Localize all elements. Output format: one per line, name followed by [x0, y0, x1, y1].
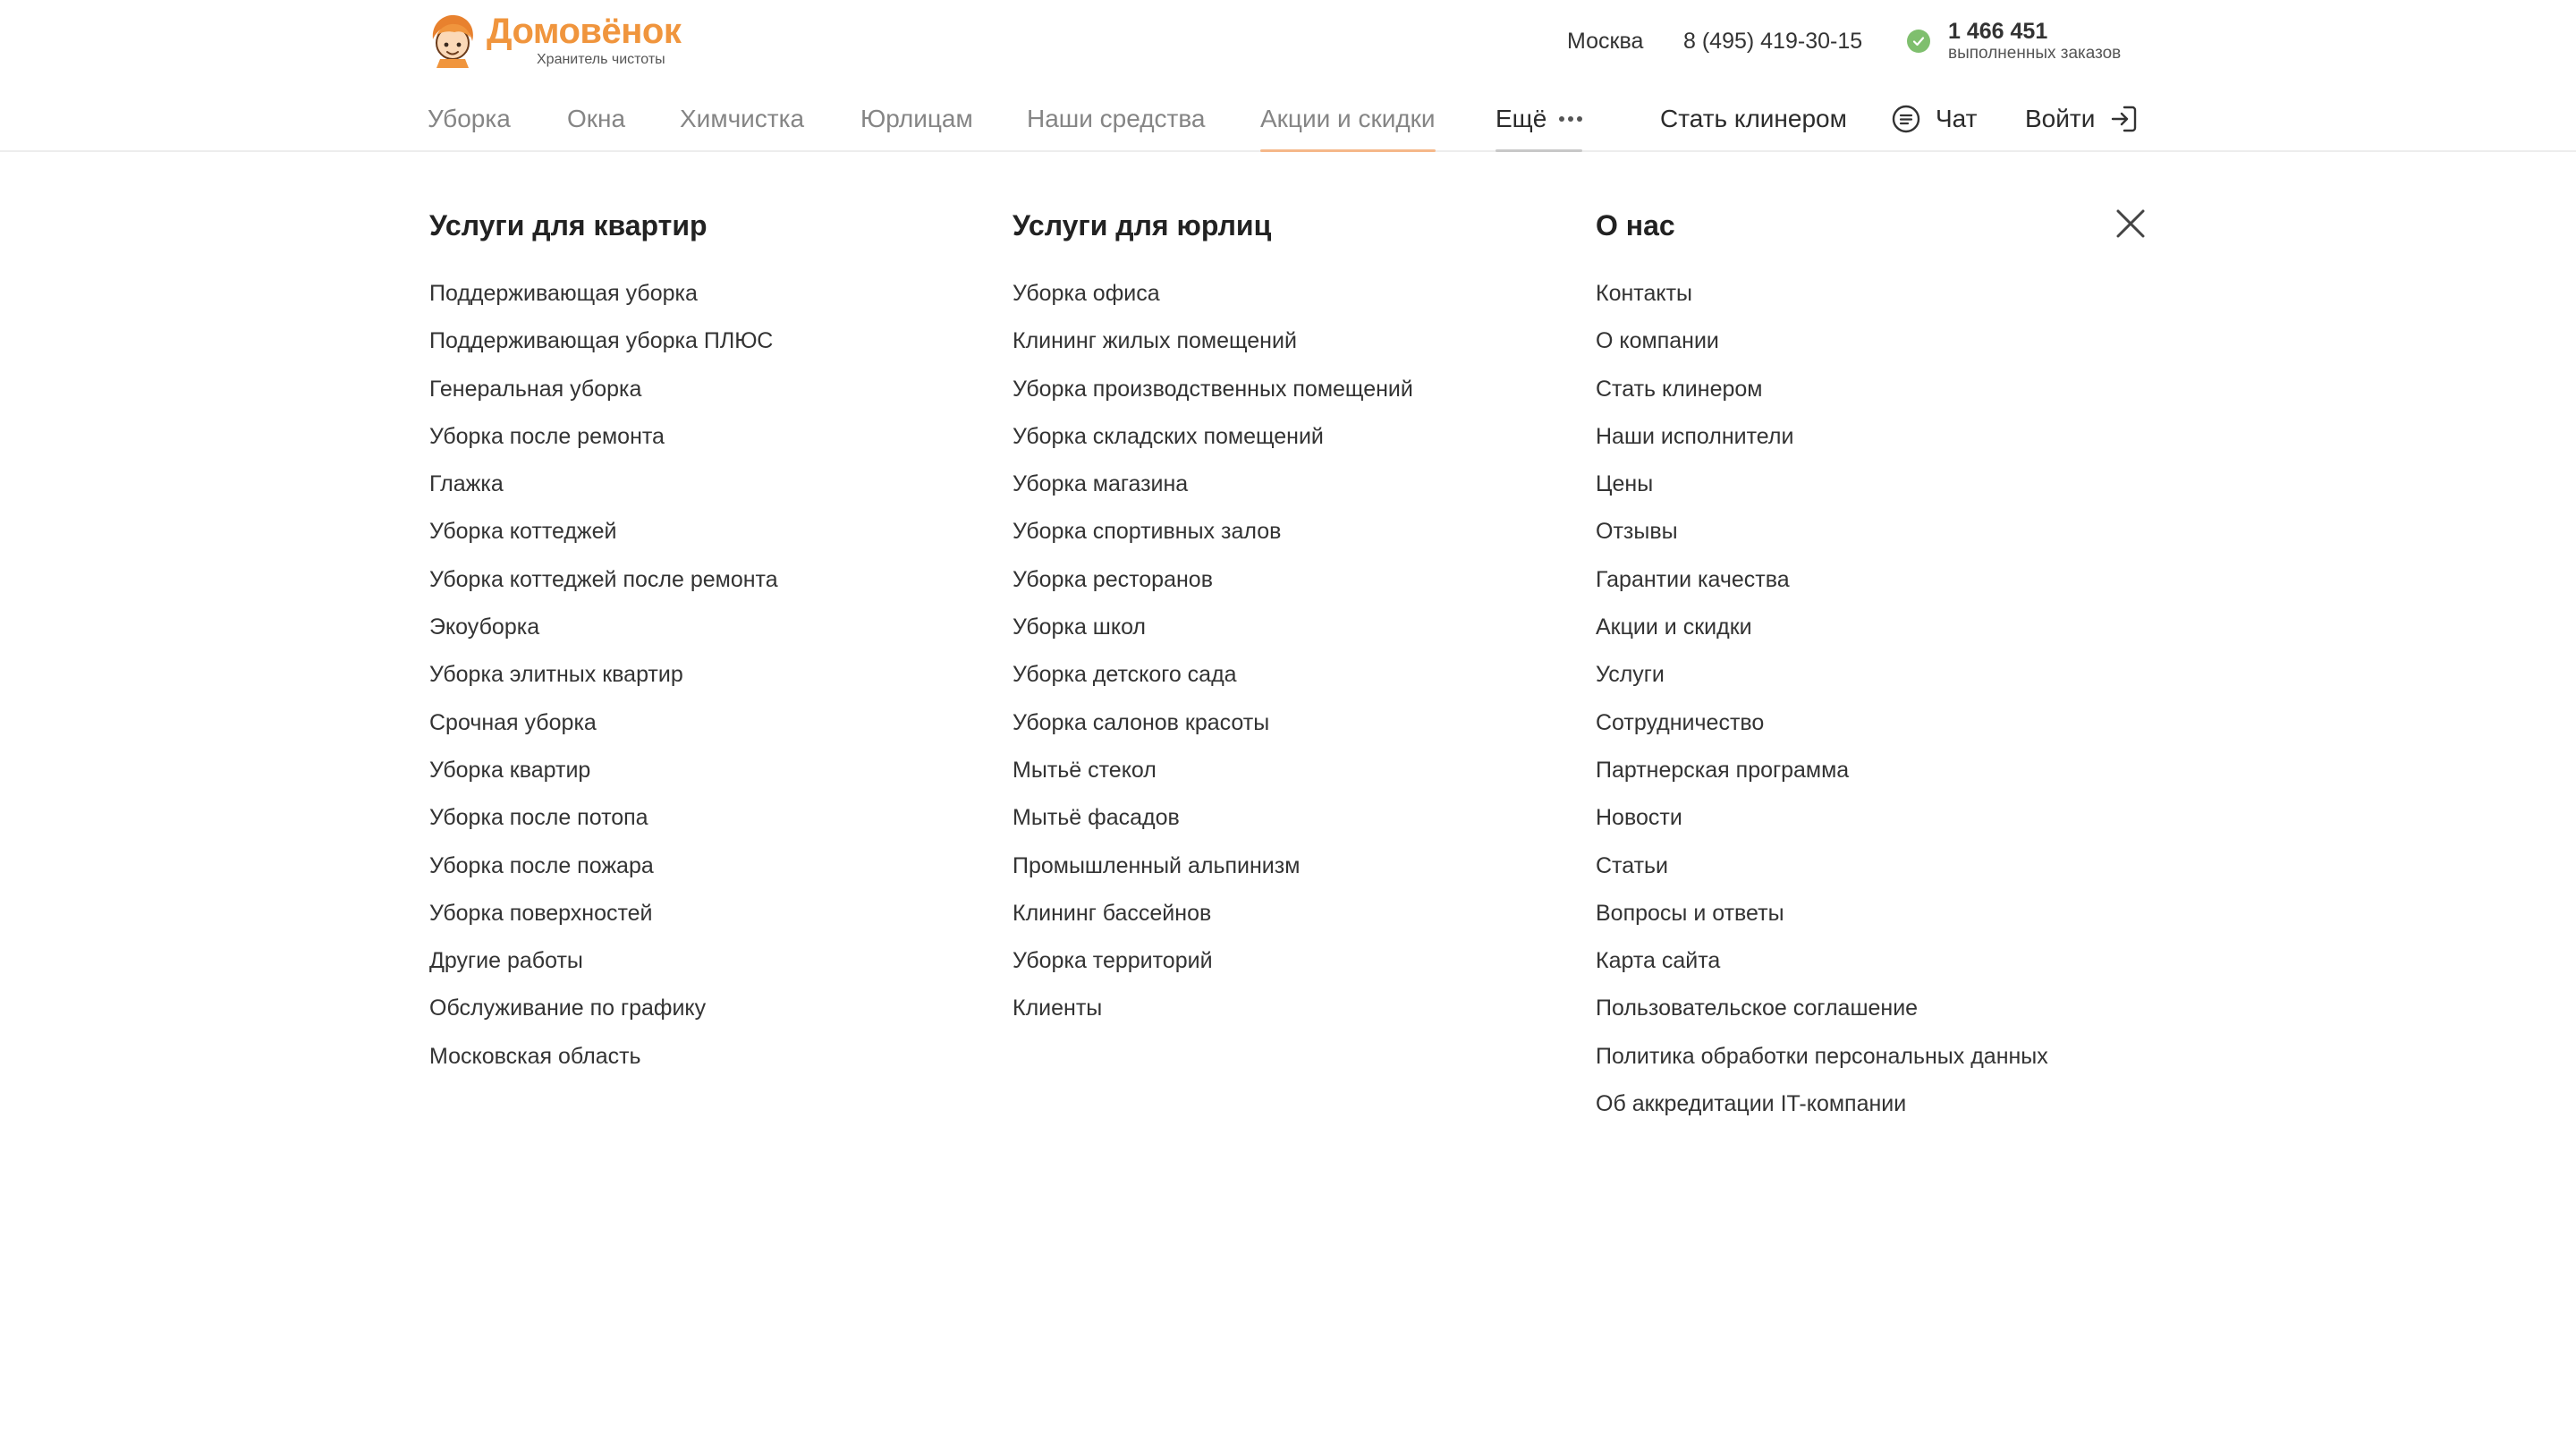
- menu-link[interactable]: Уборка квартир: [429, 757, 591, 783]
- menu-list-item: [1596, 890, 2048, 937]
- menu-list-item: [429, 1033, 778, 1080]
- login-label: Войти: [2025, 105, 2096, 132]
- column-title: Услуги для юрлиц: [1013, 209, 1272, 242]
- chat-button[interactable]: [1891, 86, 1977, 152]
- chat-icon: [1891, 104, 1921, 134]
- menu-link[interactable]: Карта сайта: [1596, 948, 1721, 974]
- nav-item-legal-entities[interactable]: [860, 86, 973, 152]
- active-underline: [1260, 149, 1436, 152]
- menu-link[interactable]: Обслуживание по графику: [429, 996, 707, 1021]
- menu-list-item: [429, 985, 778, 1032]
- menu-link[interactable]: Гарантии качества: [1596, 566, 1790, 592]
- menu-link[interactable]: Уборка коттеджей после ремонта: [429, 566, 778, 592]
- menu-list-item: [429, 937, 778, 985]
- menu-list-item: [429, 604, 778, 651]
- nav-item-label: Уборка: [428, 105, 511, 132]
- menu-link[interactable]: Поддерживающая уборка ПЛЮС: [429, 328, 774, 354]
- menu-list-item: [429, 270, 778, 318]
- menu-list-item: [1596, 699, 2048, 747]
- menu-link[interactable]: Стать клинером: [1596, 376, 1763, 402]
- menu-list-item: [1596, 985, 2048, 1032]
- login-button[interactable]: [2025, 86, 2140, 152]
- column-list: [1596, 270, 2048, 1128]
- menu-link[interactable]: Статьи: [1596, 852, 1669, 878]
- orders-count: 1 466 451: [1948, 18, 2048, 44]
- menu-list-item: [429, 366, 778, 413]
- menu-link[interactable]: Генеральная уборка: [429, 376, 642, 402]
- menu-list-item: [1013, 556, 1413, 604]
- menu-link[interactable]: Уборка ресторанов: [1013, 566, 1213, 592]
- menu-list-item: [1013, 366, 1413, 413]
- menu-list-item: [429, 413, 778, 461]
- menu-list-item: [1013, 794, 1413, 842]
- menu-link[interactable]: Наши исполнители: [1596, 423, 1794, 449]
- menu-link[interactable]: Отзывы: [1596, 519, 1678, 545]
- menu-list-item: [1596, 937, 2048, 985]
- menu-list-item: [1013, 604, 1413, 651]
- menu-link[interactable]: Клиенты: [1013, 996, 1103, 1021]
- column-list: [429, 270, 778, 1080]
- menu-link[interactable]: Уборка поверхностей: [429, 900, 653, 926]
- nav-item-more[interactable]: [1496, 86, 1582, 152]
- column-title: Услуги для квартир: [429, 209, 708, 242]
- menu-list-item: [1013, 651, 1413, 699]
- menu-link[interactable]: Мытьё стекол: [1013, 757, 1157, 783]
- menu-list-item: [1596, 651, 2048, 699]
- menu-list-item: [1013, 270, 1413, 318]
- menu-list-item: [1013, 937, 1413, 985]
- login-icon: [2109, 104, 2140, 134]
- menu-link[interactable]: Мытьё фасадов: [1013, 805, 1180, 831]
- check-icon: [1907, 30, 1930, 53]
- nav-item-label: Юрлицам: [860, 105, 973, 132]
- nav-item-label: Ещё: [1496, 105, 1547, 132]
- menu-link[interactable]: Уборка салонов красоты: [1013, 709, 1270, 735]
- menu-link[interactable]: Сотрудничество: [1596, 709, 1765, 735]
- nav-item-label: Химчистка: [680, 105, 805, 132]
- menu-list-item: [429, 461, 778, 508]
- menu-list-item: [429, 747, 778, 794]
- menu-link[interactable]: Вопросы и ответы: [1596, 900, 1784, 926]
- menu-column-apartments: [429, 206, 778, 1080]
- menu-list-item: [1596, 1080, 2048, 1128]
- menu-link[interactable]: О компании: [1596, 328, 1719, 354]
- become-cleaner-link[interactable]: [1660, 86, 1847, 152]
- menu-list-item: [1596, 461, 2048, 508]
- menu-link[interactable]: Уборка после ремонта: [429, 423, 665, 449]
- menu-list-item: [429, 794, 778, 842]
- menu-list-item: [429, 890, 778, 937]
- menu-list-item: [1596, 366, 2048, 413]
- menu-link[interactable]: Об аккредитации IT-компании: [1596, 1091, 1907, 1117]
- menu-list-item: [1596, 508, 2048, 555]
- menu-link[interactable]: Уборка детского сада: [1013, 662, 1237, 688]
- menu-link[interactable]: Новости: [1596, 805, 1682, 831]
- nav-item-label: Наши средства: [1027, 105, 1206, 132]
- menu-link[interactable]: Уборка магазина: [1013, 471, 1189, 497]
- nav-item-promotions[interactable]: [1260, 86, 1436, 152]
- more-dropdown-menu: [0, 154, 2576, 1449]
- menu-list-item: [1596, 556, 2048, 604]
- menu-link[interactable]: Уборка коттеджей: [429, 519, 617, 545]
- menu-link[interactable]: Политика обработки персональных данных: [1596, 1043, 2048, 1069]
- nav-item-our-products[interactable]: [1027, 86, 1206, 152]
- logo-tagline: Хранитель чистоты: [537, 52, 665, 67]
- menu-list-item: [1596, 270, 2048, 318]
- menu-list-item: [1596, 604, 2048, 651]
- menu-list-item: [1013, 747, 1413, 794]
- menu-link[interactable]: Цены: [1596, 471, 1654, 497]
- menu-list-item: [1013, 843, 1413, 890]
- menu-link[interactable]: Другие работы: [429, 948, 583, 974]
- menu-list-item: [429, 508, 778, 555]
- menu-link[interactable]: Контакты: [1596, 281, 1692, 306]
- menu-list-item: [429, 843, 778, 890]
- menu-list-item: [1013, 699, 1413, 747]
- menu-list-item: [1596, 747, 2048, 794]
- menu-link[interactable]: Уборка элитных квартир: [429, 662, 683, 688]
- column-title: О нас: [1596, 209, 1675, 242]
- menu-list-item: [1013, 413, 1413, 461]
- menu-list-item: [1013, 461, 1413, 508]
- menu-list-item: [1013, 985, 1413, 1032]
- menu-list-item: [1596, 1033, 2048, 1080]
- more-dots-icon: [1559, 116, 1582, 122]
- chat-label: Чат: [1936, 105, 1978, 132]
- city-selector[interactable]: Москва: [1567, 28, 1644, 54]
- menu-link[interactable]: Услуги: [1596, 662, 1665, 688]
- menu-link[interactable]: Глажка: [429, 471, 504, 497]
- menu-link[interactable]: Пользовательское соглашение: [1596, 996, 1919, 1021]
- menu-link[interactable]: Уборка производственных помещений: [1013, 376, 1413, 402]
- menu-list-item: [1596, 318, 2048, 365]
- nav-item-label: Окна: [567, 105, 626, 132]
- nav-item-dry-cleaning[interactable]: [680, 86, 804, 152]
- menu-link[interactable]: Срочная уборка: [429, 709, 597, 735]
- orders-label: выполненных заказов: [1948, 44, 2122, 64]
- menu-link[interactable]: Уборка школ: [1013, 614, 1147, 640]
- menu-link[interactable]: Клининг бассейнов: [1013, 900, 1212, 926]
- orders-counter: [1907, 0, 2121, 82]
- open-underline: [1496, 149, 1582, 152]
- column-list: [1013, 270, 1413, 1033]
- site-header: [0, 0, 2576, 152]
- become-cleaner-label: Стать клинером: [1660, 105, 1847, 132]
- menu-link[interactable]: Уборка офиса: [1013, 281, 1160, 306]
- menu-link[interactable]: Партнерская программа: [1596, 757, 1850, 783]
- menu-link[interactable]: Уборка складских помещений: [1013, 423, 1324, 449]
- nav-item-cleaning[interactable]: [428, 86, 511, 152]
- nav-item-windows[interactable]: [567, 86, 625, 152]
- menu-list-item: [1013, 508, 1413, 555]
- close-icon: [2114, 208, 2147, 240]
- menu-link[interactable]: Клининг жилых помещений: [1013, 328, 1297, 354]
- menu-list-item: [429, 651, 778, 699]
- nav-item-label: Акции и скидки: [1260, 105, 1436, 132]
- menu-list-item: [429, 699, 778, 747]
- menu-link[interactable]: Московская область: [429, 1043, 641, 1069]
- menu-list-item: [429, 318, 778, 365]
- menu-list-item: [1596, 794, 2048, 842]
- menu-link[interactable]: Уборка территорий: [1013, 948, 1213, 974]
- mascot-logo-icon: [428, 13, 478, 68]
- menu-link[interactable]: Уборка после потопа: [429, 805, 648, 831]
- menu-list-item: [1596, 843, 2048, 890]
- logo[interactable]: [428, 11, 696, 70]
- menu-list-item: [1013, 318, 1413, 365]
- main-nav: [428, 86, 2148, 152]
- menu-link[interactable]: Уборка после пожара: [429, 852, 654, 878]
- menu-link[interactable]: Промышленный альпинизм: [1013, 852, 1301, 878]
- phone-link[interactable]: 8 (495) 419-30-15: [1683, 28, 1863, 54]
- menu-list-item: [1013, 890, 1413, 937]
- menu-link[interactable]: Экоуборка: [429, 614, 540, 640]
- logo-name: Домовёнок: [487, 12, 682, 51]
- menu-link[interactable]: Акции и скидки: [1596, 614, 1752, 640]
- menu-column-legal-entities: [1013, 206, 1413, 1033]
- menu-link[interactable]: Уборка спортивных залов: [1013, 519, 1282, 545]
- menu-column-about: [1596, 206, 2048, 1128]
- menu-link[interactable]: Поддерживающая уборка: [429, 281, 698, 306]
- menu-list-item: [429, 556, 778, 604]
- menu-list-item: [1596, 413, 2048, 461]
- close-menu-button[interactable]: [2114, 208, 2147, 240]
